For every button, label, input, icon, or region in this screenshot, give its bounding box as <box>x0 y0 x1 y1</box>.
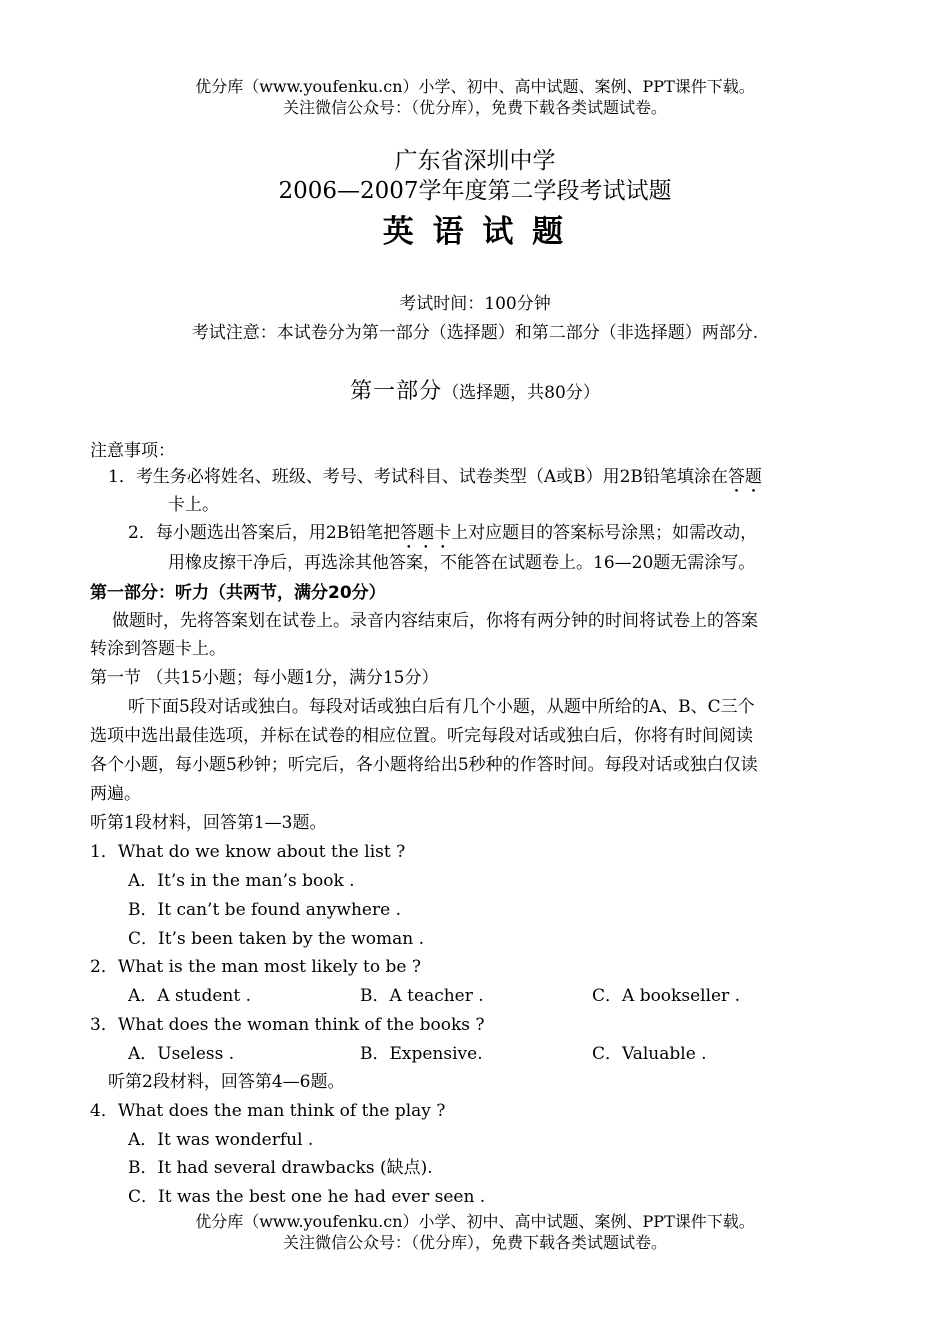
question-2: 2．What is the man most likely to be ? <box>90 957 421 977</box>
question-3: 3．What does the woman think of the books ? <box>90 1015 485 1035</box>
q4-option-c: C．It was the best one he had ever seen . <box>128 1187 486 1207</box>
q3-option-a: A．Useless . <box>128 1044 235 1064</box>
q4-option-b: B．It had several drawbacks (缺点). <box>128 1158 433 1178</box>
header-line-2: 关注微信公众号：（优分库），免费下载各类试题试卷。 <box>282 98 667 117</box>
part1-heading <box>0 378 950 407</box>
listening-heading-part: 第一部分 <box>90 583 158 603</box>
material-2: 听第2段材料，回答第4—6题。 <box>108 1072 345 1092</box>
q2-option-a: A．A student . <box>128 986 251 1006</box>
subject-title: 英 语 试 题 <box>382 214 568 250</box>
instructions-1: 听下面5段对话或独白。每段对话或独白后有几个小题，从题中所给的A、B、C三个 <box>128 697 755 717</box>
listening-heading-rest: ：听力（共两节，满分20分） <box>158 583 386 603</box>
exam-note: 考试注意：本试卷分为第一部分（选择题）和第二部分（非选择题）两部分. <box>191 323 759 343</box>
q3-option-c: C．Valuable . <box>592 1044 707 1064</box>
note-2-cont: 用橡皮擦干净后，再选涂其他答案，不能答在试题卷上。16—20题无需涂写。 <box>168 553 756 573</box>
header-line-1: 优分库（www.youfenku.cn）小学、初中、高中试题、案例、PPT课件下载。 <box>195 77 755 96</box>
footer-line-1: 优分库（www.youfenku.cn）小学、初中、高中试题、案例、PPT课件下载。 <box>195 1212 755 1231</box>
note-2 <box>128 522 757 553</box>
notes-heading: 注意事项： <box>90 441 175 461</box>
listening-heading <box>90 582 386 604</box>
section-1-heading: 第一节 （共15小题；每小题1分，满分15分） <box>90 668 439 688</box>
q1-option-b: B．It can’t be found anywhere . <box>128 900 401 920</box>
q3-option-b: B．Expensive. <box>360 1044 483 1064</box>
q2-option-c: C．A bookseller . <box>592 986 740 1006</box>
listening-intro-2: 转涂到答题卡上。 <box>90 639 226 659</box>
note-2-text-a: 2．每小题选出答案后，用2B铅笔把 <box>128 523 401 543</box>
part1-subtitle: （选择题，共80分） <box>442 383 600 403</box>
instructions-3: 各个小题，每小题5秒钟；听完后，各小题将给出5秒种的作答时间。每段对话或独白仅读 <box>90 755 758 775</box>
note-1-emphasis: 答题 <box>727 467 762 487</box>
question-1: 1．What do we know about the list ? <box>90 842 406 862</box>
listening-intro-1: 做题时，先将答案划在试卷上。录音内容结束后，你将有两分钟的时间将试卷上的答案 <box>112 611 758 631</box>
school-title: 广东省深圳中学 <box>394 148 556 174</box>
q2-option-b: B．A teacher . <box>360 986 484 1006</box>
instructions-4: 两遍。 <box>90 784 141 804</box>
term-title: 2006—2007学年度第二学段考试试题 <box>278 178 672 204</box>
note-1-text: 1．考生务必将姓名、班级、考号、考试科目、试卷类型（A或B）用2B铅笔填涂在 <box>108 467 728 487</box>
note-2-emphasis: 答题卡 <box>400 523 452 543</box>
question-4: 4．What does the man think of the play ? <box>90 1101 446 1121</box>
exam-time: 考试时间：100分钟 <box>399 294 551 314</box>
note-1 <box>108 466 762 497</box>
q1-option-a: A．It’s in the man’s book . <box>128 871 355 891</box>
part1-title: 第一部分 <box>350 379 443 404</box>
q4-option-a: A．It was wonderful . <box>128 1130 314 1150</box>
material-1: 听第1段材料，回答第1—3题。 <box>90 813 327 833</box>
note-1-cont: 卡上。 <box>168 495 219 515</box>
instructions-2: 选项中选出最佳选项，并标在试卷的相应位置。听完每段对话或独白后，你将有时间阅读 <box>90 726 753 746</box>
q1-option-c: C．It’s been taken by the woman . <box>128 929 425 949</box>
note-2-text-b: 上对应题目的答案标号涂黑；如需改动， <box>451 523 758 543</box>
footer-line-2: 关注微信公众号：（优分库），免费下载各类试题试卷。 <box>282 1233 667 1252</box>
